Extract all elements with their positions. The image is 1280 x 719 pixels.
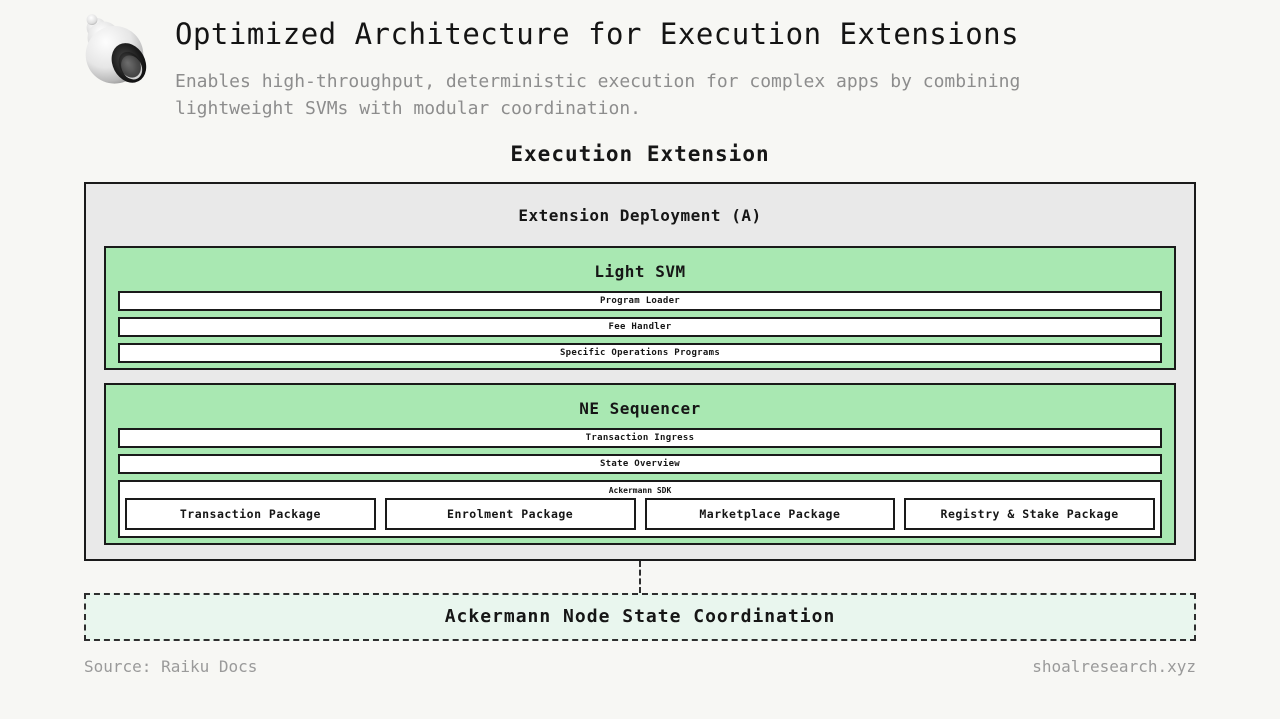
light-svm-bar-fee-handler: Fee Handler	[118, 317, 1162, 337]
diagram-heading: Execution Extension	[510, 142, 770, 166]
subtitle-line-1: Enables high-throughput, deterministic execution for complex apps by combining	[175, 71, 1021, 92]
source-credit: Source: Raiku Docs	[84, 657, 258, 676]
dashed-connector-line	[639, 561, 641, 593]
subtitle-line-2: lightweight SVMs with modular coordination.	[175, 98, 641, 119]
package-enrolment: Enrolment Package	[385, 498, 636, 530]
extension-deployment-title: Extension Deployment (A)	[518, 206, 762, 225]
page-subtitle	[175, 68, 1020, 122]
package-transaction: Transaction Package	[125, 498, 376, 530]
shell-icon	[74, 8, 164, 98]
light-svm-bar-program-loader: Program Loader	[118, 291, 1162, 311]
light-svm-box	[104, 246, 1176, 370]
ackermann-sdk-box	[118, 480, 1162, 538]
ne-sequencer-box	[104, 383, 1176, 545]
ackermann-node-state-coordination-box: Ackermann Node State Coordination	[84, 593, 1196, 641]
extension-deployment-box	[84, 182, 1196, 561]
ne-sequencer-title: NE Sequencer	[579, 399, 701, 418]
package-marketplace: Marketplace Package	[645, 498, 896, 530]
ackermann-sdk-label: Ackermann SDK	[608, 486, 672, 495]
light-svm-bar-specific-operations: Specific Operations Programs	[118, 343, 1162, 363]
sdk-packages-row	[120, 495, 1160, 530]
ne-sequencer-bar-state-overview: State Overview	[118, 454, 1162, 474]
ne-sequencer-bar-transaction-ingress: Transaction Ingress	[118, 428, 1162, 448]
package-registry-stake: Registry & Stake Package	[904, 498, 1155, 530]
site-credit: shoalresearch.xyz	[1032, 657, 1196, 676]
light-svm-title: Light SVM	[594, 262, 686, 281]
page-title: Optimized Architecture for Execution Extensions	[175, 17, 1020, 51]
